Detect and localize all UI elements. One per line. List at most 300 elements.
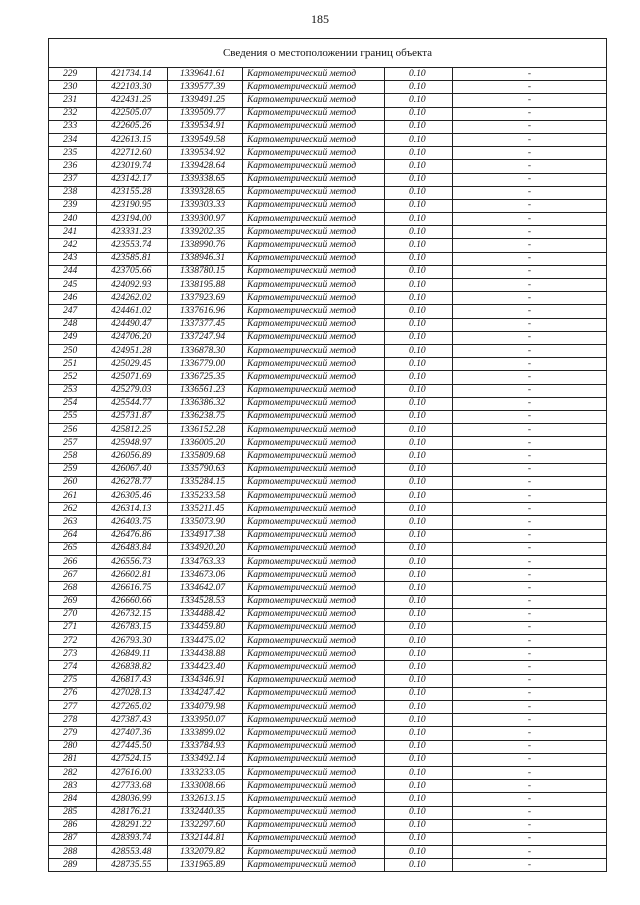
table-row [49,516,607,529]
x-coordinate-cell: 423194.00 [97,213,168,226]
table-row [49,358,607,371]
note-cell: - [453,186,607,199]
note-cell: - [453,555,607,568]
x-coordinate-cell: 426056.89 [97,450,168,463]
y-coordinate-cell: 1332440.35 [168,806,243,819]
x-coordinate-cell: 425071.69 [97,371,168,384]
point-number-cell: 269 [49,595,97,608]
table-row [49,766,607,779]
table-row [49,503,607,516]
y-coordinate-cell: 1334528.53 [168,595,243,608]
accuracy-cell: 0.10 [385,344,453,357]
point-number-cell: 247 [49,305,97,318]
table-row [49,608,607,621]
method-cell: Картометрический метод [243,753,385,766]
method-cell: Картометрический метод [243,305,385,318]
x-coordinate-cell: 425544.77 [97,397,168,410]
accuracy-cell: 0.10 [385,120,453,133]
note-cell: - [453,595,607,608]
note-cell: - [453,542,607,555]
table-row [49,252,607,265]
x-coordinate-cell: 422431.25 [97,94,168,107]
table-row [49,107,607,120]
note-cell: - [453,160,607,173]
method-cell: Картометрический метод [243,582,385,595]
note-cell: - [453,463,607,476]
y-coordinate-cell: 1334763.33 [168,555,243,568]
point-number-cell: 231 [49,94,97,107]
y-coordinate-cell: 1332613.15 [168,793,243,806]
x-coordinate-cell: 422505.07 [97,107,168,120]
method-cell: Картометрический метод [243,133,385,146]
method-cell: Картометрический метод [243,252,385,265]
x-coordinate-cell: 421734.14 [97,68,168,81]
y-coordinate-cell: 1339303.33 [168,199,243,212]
method-cell: Картометрический метод [243,410,385,423]
point-number-cell: 275 [49,674,97,687]
method-cell: Картометрический метод [243,279,385,292]
x-coordinate-cell: 427407.36 [97,727,168,740]
table-row [49,595,607,608]
table-row [49,292,607,305]
accuracy-cell: 0.10 [385,358,453,371]
table-row [49,753,607,766]
x-coordinate-cell: 423553.74 [97,239,168,252]
point-number-cell: 272 [49,635,97,648]
method-cell: Картометрический метод [243,661,385,674]
note-cell: - [453,397,607,410]
accuracy-cell: 0.10 [385,318,453,331]
note-cell: - [453,239,607,252]
table-row [49,555,607,568]
point-number-cell: 254 [49,397,97,410]
boundary-coordinates-table [48,38,607,872]
y-coordinate-cell: 1334673.06 [168,569,243,582]
y-coordinate-cell: 1338780.15 [168,265,243,278]
x-coordinate-cell: 428553.48 [97,846,168,859]
point-number-cell: 288 [49,846,97,859]
y-coordinate-cell: 1336386.32 [168,397,243,410]
x-coordinate-cell: 422103.30 [97,81,168,94]
note-cell: - [453,252,607,265]
point-number-cell: 236 [49,160,97,173]
table-row [49,344,607,357]
method-cell: Картометрический метод [243,569,385,582]
x-coordinate-cell: 423585.81 [97,252,168,265]
table-row [49,635,607,648]
note-cell: - [453,265,607,278]
note-cell: - [453,199,607,212]
accuracy-cell: 0.10 [385,727,453,740]
table-row [49,476,607,489]
point-number-cell: 280 [49,740,97,753]
point-number-cell: 267 [49,569,97,582]
point-number-cell: 245 [49,279,97,292]
table-row [49,279,607,292]
accuracy-cell: 0.10 [385,780,453,793]
x-coordinate-cell: 426849.11 [97,648,168,661]
method-cell: Картометрический метод [243,780,385,793]
note-cell: - [453,701,607,714]
y-coordinate-cell: 1338990.76 [168,239,243,252]
point-number-cell: 261 [49,490,97,503]
point-number-cell: 237 [49,173,97,186]
accuracy-cell: 0.10 [385,648,453,661]
x-coordinate-cell: 423190.95 [97,199,168,212]
x-coordinate-cell: 428176.21 [97,806,168,819]
x-coordinate-cell: 426483.84 [97,542,168,555]
y-coordinate-cell: 1334079.98 [168,701,243,714]
method-cell: Картометрический метод [243,292,385,305]
point-number-cell: 273 [49,648,97,661]
method-cell: Картометрический метод [243,239,385,252]
method-cell: Картометрический метод [243,358,385,371]
note-cell: - [453,648,607,661]
table-row [49,542,607,555]
note-cell: - [453,687,607,700]
x-coordinate-cell: 423331.23 [97,226,168,239]
note-cell: - [453,516,607,529]
point-number-cell: 229 [49,68,97,81]
accuracy-cell: 0.10 [385,279,453,292]
note-cell: - [453,371,607,384]
y-coordinate-cell: 1332079.82 [168,846,243,859]
accuracy-cell: 0.10 [385,542,453,555]
x-coordinate-cell: 424262.02 [97,292,168,305]
method-cell: Картометрический метод [243,766,385,779]
table-row [49,490,607,503]
y-coordinate-cell: 1339534.92 [168,147,243,160]
table-row [49,133,607,146]
accuracy-cell: 0.10 [385,529,453,542]
point-number-cell: 283 [49,780,97,793]
table-row [49,621,607,634]
accuracy-cell: 0.10 [385,133,453,146]
method-cell: Картометрический метод [243,859,385,872]
method-cell: Картометрический метод [243,595,385,608]
y-coordinate-cell: 1335809.68 [168,450,243,463]
x-coordinate-cell: 426793.30 [97,635,168,648]
accuracy-cell: 0.10 [385,476,453,489]
point-number-cell: 259 [49,463,97,476]
table-row [49,239,607,252]
table-row [49,450,607,463]
point-number-cell: 266 [49,555,97,568]
note-cell: - [453,674,607,687]
x-coordinate-cell: 427028.13 [97,687,168,700]
note-cell: - [453,213,607,226]
point-number-cell: 250 [49,344,97,357]
method-cell: Картометрический метод [243,344,385,357]
table-row [49,463,607,476]
y-coordinate-cell: 1336878.30 [168,344,243,357]
accuracy-cell: 0.10 [385,621,453,634]
x-coordinate-cell: 426067.40 [97,463,168,476]
accuracy-cell: 0.10 [385,239,453,252]
table-row [49,397,607,410]
table-row [49,714,607,727]
table-row [49,846,607,859]
accuracy-cell: 0.10 [385,608,453,621]
table-row [49,305,607,318]
x-coordinate-cell: 426817.43 [97,674,168,687]
x-coordinate-cell: 425812.25 [97,424,168,437]
method-cell: Картометрический метод [243,173,385,186]
x-coordinate-cell: 426556.73 [97,555,168,568]
accuracy-cell: 0.10 [385,292,453,305]
note-cell: - [453,582,607,595]
table-row [49,648,607,661]
table-row [49,424,607,437]
method-cell: Картометрический метод [243,81,385,94]
point-number-cell: 239 [49,199,97,212]
y-coordinate-cell: 1334917.38 [168,529,243,542]
accuracy-cell: 0.10 [385,147,453,160]
x-coordinate-cell: 425029.45 [97,358,168,371]
point-number-cell: 265 [49,542,97,555]
point-number-cell: 279 [49,727,97,740]
y-coordinate-cell: 1339202.35 [168,226,243,239]
table-row [49,780,607,793]
point-number-cell: 256 [49,424,97,437]
method-cell: Картометрический метод [243,608,385,621]
x-coordinate-cell: 423019.74 [97,160,168,173]
accuracy-cell: 0.10 [385,397,453,410]
note-cell: - [453,832,607,845]
accuracy-cell: 0.10 [385,305,453,318]
note-cell: - [453,859,607,872]
note-cell: - [453,846,607,859]
point-number-cell: 240 [49,213,97,226]
y-coordinate-cell: 1338946.31 [168,252,243,265]
table-row [49,819,607,832]
x-coordinate-cell: 424490.47 [97,318,168,331]
accuracy-cell: 0.10 [385,832,453,845]
point-number-cell: 248 [49,318,97,331]
method-cell: Картометрический метод [243,107,385,120]
note-cell: - [453,147,607,160]
table-row [49,331,607,344]
note-cell: - [453,279,607,292]
accuracy-cell: 0.10 [385,635,453,648]
x-coordinate-cell: 427265.02 [97,701,168,714]
point-number-cell: 287 [49,832,97,845]
note-cell: - [453,621,607,634]
table-row [49,410,607,423]
note-cell: - [453,133,607,146]
x-coordinate-cell: 426278.77 [97,476,168,489]
accuracy-cell: 0.10 [385,199,453,212]
table-row [49,793,607,806]
y-coordinate-cell: 1335790.63 [168,463,243,476]
point-number-cell: 270 [49,608,97,621]
table-row [49,569,607,582]
method-cell: Картометрический метод [243,213,385,226]
y-coordinate-cell: 1336725.35 [168,371,243,384]
y-coordinate-cell: 1334346.91 [168,674,243,687]
accuracy-cell: 0.10 [385,714,453,727]
y-coordinate-cell: 1335233.58 [168,490,243,503]
point-number-cell: 238 [49,186,97,199]
note-cell: - [453,727,607,740]
accuracy-cell: 0.10 [385,186,453,199]
note-cell: - [453,305,607,318]
y-coordinate-cell: 1334920.20 [168,542,243,555]
note-cell: - [453,806,607,819]
x-coordinate-cell: 423705.66 [97,265,168,278]
y-coordinate-cell: 1334488.42 [168,608,243,621]
x-coordinate-cell: 428291.22 [97,819,168,832]
method-cell: Картометрический метод [243,555,385,568]
table-row [49,68,607,81]
accuracy-cell: 0.10 [385,331,453,344]
method-cell: Картометрический метод [243,199,385,212]
point-number-cell: 230 [49,81,97,94]
note-cell: - [453,753,607,766]
method-cell: Картометрический метод [243,516,385,529]
point-number-cell: 255 [49,410,97,423]
point-number-cell: 257 [49,437,97,450]
x-coordinate-cell: 428036.99 [97,793,168,806]
point-number-cell: 260 [49,476,97,489]
table-row [49,727,607,740]
y-coordinate-cell: 1334475.02 [168,635,243,648]
y-coordinate-cell: 1339328.65 [168,186,243,199]
method-cell: Картометрический метод [243,793,385,806]
table-row [49,701,607,714]
table-row [49,147,607,160]
method-cell: Картометрический метод [243,806,385,819]
point-number-cell: 284 [49,793,97,806]
note-cell: - [453,714,607,727]
point-number-cell: 246 [49,292,97,305]
point-number-cell: 271 [49,621,97,634]
note-cell: - [453,529,607,542]
note-cell: - [453,450,607,463]
accuracy-cell: 0.10 [385,107,453,120]
note-cell: - [453,608,607,621]
note-cell: - [453,635,607,648]
accuracy-cell: 0.10 [385,516,453,529]
table-row [49,160,607,173]
y-coordinate-cell: 1335073.90 [168,516,243,529]
note-cell: - [453,793,607,806]
method-cell: Картометрический метод [243,740,385,753]
x-coordinate-cell: 426616.75 [97,582,168,595]
note-cell: - [453,331,607,344]
method-cell: Картометрический метод [243,265,385,278]
y-coordinate-cell: 1333233.05 [168,766,243,779]
point-number-cell: 241 [49,226,97,239]
accuracy-cell: 0.10 [385,213,453,226]
method-cell: Картометрический метод [243,147,385,160]
accuracy-cell: 0.10 [385,68,453,81]
method-cell: Картометрический метод [243,476,385,489]
accuracy-cell: 0.10 [385,226,453,239]
table-row [49,186,607,199]
x-coordinate-cell: 427524.15 [97,753,168,766]
x-coordinate-cell: 426838.82 [97,661,168,674]
y-coordinate-cell: 1339338.65 [168,173,243,186]
method-cell: Картометрический метод [243,424,385,437]
y-coordinate-cell: 1333784.93 [168,740,243,753]
point-number-cell: 251 [49,358,97,371]
method-cell: Картометрический метод [243,727,385,740]
table-row [49,437,607,450]
y-coordinate-cell: 1333008.66 [168,780,243,793]
note-cell: - [453,81,607,94]
y-coordinate-cell: 1333492.14 [168,753,243,766]
point-number-cell: 263 [49,516,97,529]
table-row [49,740,607,753]
y-coordinate-cell: 1332144.81 [168,832,243,845]
method-cell: Картометрический метод [243,318,385,331]
x-coordinate-cell: 424092.93 [97,279,168,292]
table-row [49,806,607,819]
x-coordinate-cell: 427387.43 [97,714,168,727]
accuracy-cell: 0.10 [385,674,453,687]
accuracy-cell: 0.10 [385,555,453,568]
y-coordinate-cell: 1332297.60 [168,819,243,832]
x-coordinate-cell: 424706.20 [97,331,168,344]
point-number-cell: 264 [49,529,97,542]
accuracy-cell: 0.10 [385,437,453,450]
x-coordinate-cell: 426305.46 [97,490,168,503]
y-coordinate-cell: 1336561.23 [168,384,243,397]
y-coordinate-cell: 1331965.89 [168,859,243,872]
y-coordinate-cell: 1339509.77 [168,107,243,120]
point-number-cell: 233 [49,120,97,133]
accuracy-cell: 0.10 [385,687,453,700]
x-coordinate-cell: 426403.75 [97,516,168,529]
point-number-cell: 235 [49,147,97,160]
accuracy-cell: 0.10 [385,173,453,186]
accuracy-cell: 0.10 [385,859,453,872]
x-coordinate-cell: 426602.81 [97,569,168,582]
table-header-row [49,39,607,68]
y-coordinate-cell: 1339491.25 [168,94,243,107]
x-coordinate-cell: 426660.66 [97,595,168,608]
method-cell: Картометрический метод [243,94,385,107]
table-row [49,371,607,384]
note-cell: - [453,94,607,107]
method-cell: Картометрический метод [243,819,385,832]
point-number-cell: 278 [49,714,97,727]
accuracy-cell: 0.10 [385,569,453,582]
method-cell: Картометрический метод [243,490,385,503]
table-row [49,81,607,94]
y-coordinate-cell: 1339641.61 [168,68,243,81]
point-number-cell: 282 [49,766,97,779]
accuracy-cell: 0.10 [385,371,453,384]
accuracy-cell: 0.10 [385,793,453,806]
x-coordinate-cell: 422613.15 [97,133,168,146]
point-number-cell: 258 [49,450,97,463]
x-coordinate-cell: 426314.13 [97,503,168,516]
table-row [49,120,607,133]
accuracy-cell: 0.10 [385,753,453,766]
x-coordinate-cell: 427445.50 [97,740,168,753]
y-coordinate-cell: 1337377.45 [168,318,243,331]
x-coordinate-cell: 426476.86 [97,529,168,542]
method-cell: Картометрический метод [243,648,385,661]
accuracy-cell: 0.10 [385,265,453,278]
table-row [49,859,607,872]
table-row [49,265,607,278]
method-cell: Картометрический метод [243,450,385,463]
note-cell: - [453,476,607,489]
method-cell: Картометрический метод [243,846,385,859]
